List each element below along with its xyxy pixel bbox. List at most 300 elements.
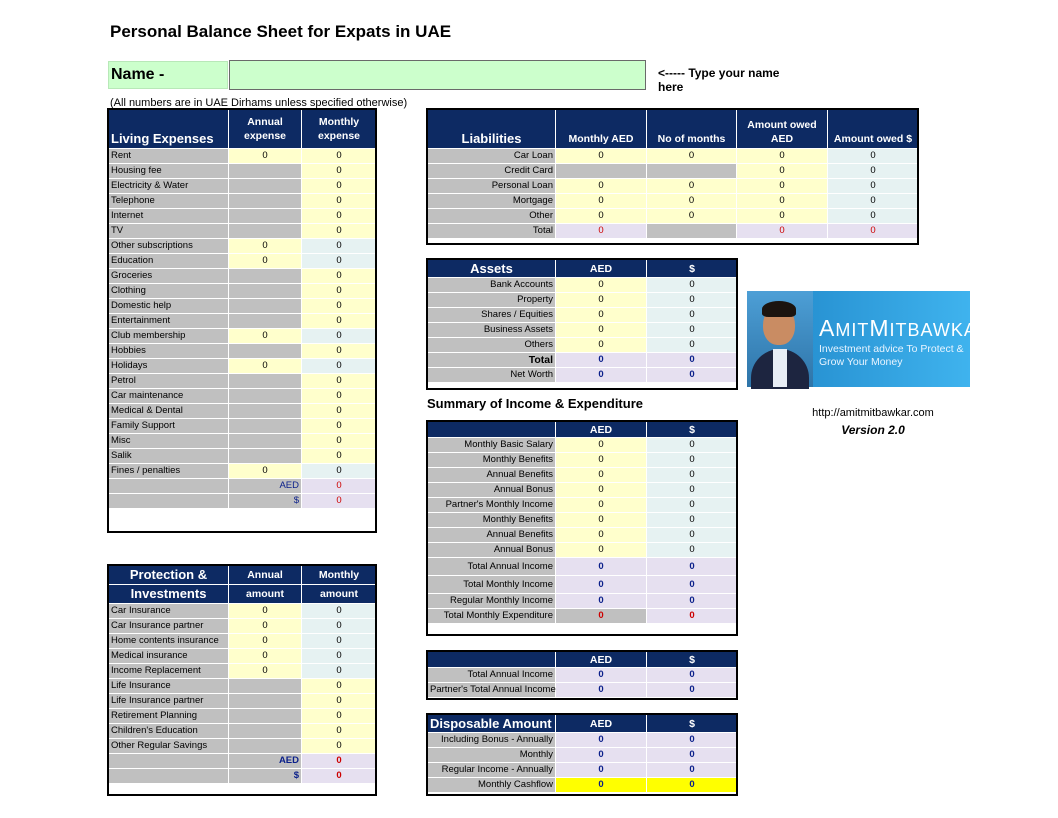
monthly-amount-cell: 0 bbox=[302, 649, 377, 664]
asset-label: Bank Accounts bbox=[428, 278, 556, 293]
expense-label: Rent bbox=[109, 149, 229, 164]
disposable-col-aed: AED bbox=[556, 715, 647, 733]
table-row bbox=[428, 194, 919, 209]
income-total-label: Total Annual Income bbox=[428, 558, 556, 576]
annual-amount-cell bbox=[229, 694, 302, 709]
monthly-expense-cell[interactable]: 0 bbox=[302, 284, 377, 299]
table-row bbox=[109, 404, 377, 419]
asset-usd-cell: 0 bbox=[647, 278, 738, 293]
owed-aed-cell: 0 bbox=[737, 179, 828, 194]
income-total-aed: 0 bbox=[556, 576, 647, 594]
income-usd-cell: 0 bbox=[647, 453, 738, 468]
expense-label: Housing fee bbox=[109, 164, 229, 179]
assets-table bbox=[427, 259, 738, 383]
table-row bbox=[428, 733, 738, 748]
liability-label: Other bbox=[428, 209, 556, 224]
income-total-label: Regular Monthly Income bbox=[428, 594, 556, 609]
protection-monthly-subheader: amount bbox=[302, 585, 377, 604]
annual-total-label: Partner's Total Annual Income bbox=[428, 683, 556, 698]
table-row bbox=[428, 438, 738, 453]
disposable-aed: 0 bbox=[556, 733, 647, 748]
monthly-expense-cell[interactable]: 0 bbox=[302, 389, 377, 404]
liabilities-col-monthly-aed: Monthly AED bbox=[556, 110, 647, 149]
expense-label: Clothing bbox=[109, 284, 229, 299]
protection-label: Other Regular Savings bbox=[109, 739, 229, 754]
monthly-expense-cell[interactable]: 0 bbox=[302, 224, 377, 239]
disposable-table bbox=[427, 714, 738, 793]
income-usd-cell: 0 bbox=[647, 528, 738, 543]
networth-aed: 0 bbox=[556, 368, 647, 383]
liability-c2-cell[interactable]: 0 bbox=[647, 179, 737, 194]
expense-label: Domestic help bbox=[109, 299, 229, 314]
summary-col-usd: $ bbox=[647, 422, 738, 438]
expense-label: Medical & Dental bbox=[109, 404, 229, 419]
expense-label: Holidays bbox=[109, 359, 229, 374]
annual-expense-cell bbox=[229, 449, 302, 464]
assets-col-aed: AED bbox=[556, 260, 647, 278]
monthly-expense-cell[interactable]: 0 bbox=[302, 269, 377, 284]
income-total-usd: 0 bbox=[647, 558, 738, 576]
owed-aed-cell: 0 bbox=[737, 194, 828, 209]
table-row bbox=[109, 694, 377, 709]
liability-c1-cell[interactable]: 0 bbox=[556, 149, 647, 164]
expense-label: Entertainment bbox=[109, 314, 229, 329]
annual-expense-cell[interactable]: 0 bbox=[229, 329, 302, 344]
annual-expense-cell bbox=[229, 164, 302, 179]
networth-label: Net Worth bbox=[428, 368, 556, 383]
liability-total-label: Total bbox=[428, 224, 556, 239]
assets-title: Assets bbox=[428, 260, 556, 278]
annual-expense-cell bbox=[229, 194, 302, 209]
income-usd-cell: 0 bbox=[647, 498, 738, 513]
disposable-usd: 0 bbox=[647, 763, 738, 778]
owed-aed-cell[interactable]: 0 bbox=[737, 164, 828, 179]
expense-label: Hobbies bbox=[109, 344, 229, 359]
liability-c2-cell bbox=[647, 164, 737, 179]
owed-aed-cell: 0 bbox=[737, 149, 828, 164]
disposable-aed: 0 bbox=[556, 763, 647, 778]
asset-label: Property bbox=[428, 293, 556, 308]
income-label: Annual Bonus bbox=[428, 543, 556, 558]
monthly-expense-cell: 0 bbox=[302, 464, 377, 479]
asset-label: Shares / Equities bbox=[428, 308, 556, 323]
table-row bbox=[109, 329, 377, 344]
annual-expense-cell bbox=[229, 434, 302, 449]
liability-label: Credit Card bbox=[428, 164, 556, 179]
expense-label: Other subscriptions bbox=[109, 239, 229, 254]
annual-amount-cell bbox=[229, 724, 302, 739]
table-row bbox=[428, 778, 738, 793]
annual-col-aed: AED bbox=[556, 652, 647, 668]
annual-expense-cell bbox=[229, 344, 302, 359]
table-row bbox=[428, 483, 738, 498]
table-row bbox=[109, 284, 377, 299]
sheet-title: Personal Balance Sheet for Expats in UAE bbox=[110, 22, 452, 41]
annual-amount-cell[interactable]: 0 bbox=[229, 619, 302, 634]
expense-label: Salik bbox=[109, 449, 229, 464]
summary-header-blank bbox=[428, 422, 556, 438]
total-row bbox=[428, 594, 738, 609]
summary-title: Summary of Income & Expenditure bbox=[427, 396, 643, 411]
table-row bbox=[109, 709, 377, 724]
table-row bbox=[109, 314, 377, 329]
expense-label: Telephone bbox=[109, 194, 229, 209]
expense-label: Internet bbox=[109, 209, 229, 224]
disposable-usd: 0 bbox=[647, 733, 738, 748]
income-total-aed: 0 bbox=[556, 558, 647, 576]
annual-expense-cell bbox=[229, 209, 302, 224]
income-aed-cell[interactable]: 0 bbox=[556, 468, 647, 483]
asset-label: Others bbox=[428, 338, 556, 353]
liabilities-table bbox=[427, 109, 919, 239]
table-row bbox=[428, 149, 919, 164]
total-value: 0 bbox=[302, 754, 377, 769]
table-row bbox=[109, 419, 377, 434]
monthly-amount-cell: 0 bbox=[302, 664, 377, 679]
monthly-amount-cell: 0 bbox=[302, 604, 377, 619]
income-aed-cell[interactable]: 0 bbox=[556, 483, 647, 498]
table-row bbox=[428, 453, 738, 468]
income-usd-cell: 0 bbox=[647, 483, 738, 498]
monthly-amount-cell[interactable]: 0 bbox=[302, 709, 377, 724]
liability-label: Mortgage bbox=[428, 194, 556, 209]
expense-label: Electricity & Water bbox=[109, 179, 229, 194]
annual-expense-cell bbox=[229, 374, 302, 389]
income-usd-cell: 0 bbox=[647, 513, 738, 528]
monthly-expense-cell[interactable]: 0 bbox=[302, 374, 377, 389]
table-row bbox=[428, 668, 738, 683]
networth-row bbox=[428, 368, 738, 383]
annual-expense-cell[interactable]: 0 bbox=[229, 464, 302, 479]
monthly-expense-cell[interactable]: 0 bbox=[302, 344, 377, 359]
table-row bbox=[428, 179, 919, 194]
assets-col-usd: $ bbox=[647, 260, 738, 278]
expense-label: Fines / penalties bbox=[109, 464, 229, 479]
table-row bbox=[428, 763, 738, 778]
protection-title-2: Investments bbox=[109, 585, 229, 604]
table-row bbox=[109, 344, 377, 359]
table-row bbox=[109, 634, 377, 649]
monthly-expense-cell[interactable]: 0 bbox=[302, 179, 377, 194]
total-row bbox=[428, 353, 738, 368]
income-label: Monthly Basic Salary bbox=[428, 438, 556, 453]
disposable-col-usd: $ bbox=[647, 715, 738, 733]
income-total-label: Total Monthly Income bbox=[428, 576, 556, 594]
annual-expense-cell bbox=[229, 419, 302, 434]
table-row bbox=[428, 498, 738, 513]
expense-label: Car maintenance bbox=[109, 389, 229, 404]
brand-logo: AMITMITBAWKAR bbox=[819, 315, 991, 341]
annual-expense-cell[interactable]: 0 bbox=[229, 239, 302, 254]
income-total-usd: 0 bbox=[647, 594, 738, 609]
asset-aed-cell[interactable]: 0 bbox=[556, 293, 647, 308]
asset-total-usd: 0 bbox=[647, 353, 738, 368]
liability-c1-cell[interactable]: 0 bbox=[556, 179, 647, 194]
table-row bbox=[109, 269, 377, 284]
liabilities-col-owed-aed: Amount owed AED bbox=[737, 110, 828, 149]
total-row bbox=[428, 576, 738, 594]
monthly-expense-cell: 0 bbox=[302, 149, 377, 164]
annual-amount-cell bbox=[229, 709, 302, 724]
table-row bbox=[109, 389, 377, 404]
table-row bbox=[428, 528, 738, 543]
table-row bbox=[428, 308, 738, 323]
monthly-expense-cell[interactable]: 0 bbox=[302, 449, 377, 464]
table-row bbox=[109, 649, 377, 664]
income-label: Monthly Benefits bbox=[428, 453, 556, 468]
protection-annual-subheader: amount bbox=[229, 585, 302, 604]
annual-amount-cell[interactable]: 0 bbox=[229, 664, 302, 679]
protection-label: Life Insurance partner bbox=[109, 694, 229, 709]
expense-label: Club membership bbox=[109, 329, 229, 344]
liability-c1-cell[interactable]: 0 bbox=[556, 194, 647, 209]
asset-usd-cell: 0 bbox=[647, 338, 738, 353]
annual-amount-cell[interactable]: 0 bbox=[229, 649, 302, 664]
liability-c2-cell[interactable]: 0 bbox=[647, 209, 737, 224]
income-aed-cell[interactable]: 0 bbox=[556, 438, 647, 453]
income-total-aed: 0 bbox=[556, 609, 647, 624]
annual-amount-cell[interactable]: 0 bbox=[229, 634, 302, 649]
protection-label: Car Insurance partner bbox=[109, 619, 229, 634]
annual-expense-cell[interactable]: 0 bbox=[229, 359, 302, 374]
expense-label: Education bbox=[109, 254, 229, 269]
living-annual-header: Annual expense bbox=[229, 110, 302, 149]
annual-amount-cell bbox=[229, 679, 302, 694]
liability-c2-cell[interactable]: 0 bbox=[647, 149, 737, 164]
total-spacer bbox=[109, 479, 229, 494]
owed-usd-cell: 0 bbox=[828, 209, 919, 224]
annual-expense-cell bbox=[229, 269, 302, 284]
income-label: Annual Benefits bbox=[428, 528, 556, 543]
brand-tagline: Investment advice To Protect & Grow Your Money bbox=[819, 343, 964, 368]
monthly-amount-cell: 0 bbox=[302, 634, 377, 649]
living-expenses-table bbox=[108, 109, 377, 509]
liability-c1-cell[interactable]: 0 bbox=[556, 209, 647, 224]
expense-label: TV bbox=[109, 224, 229, 239]
table-row bbox=[109, 619, 377, 634]
income-total-usd: 0 bbox=[647, 576, 738, 594]
disposable-title: Disposable Amount bbox=[428, 715, 556, 733]
total-row bbox=[428, 609, 738, 624]
total-value: 0 bbox=[302, 769, 377, 784]
total-value: 0 bbox=[302, 494, 377, 509]
advisor-banner[interactable] bbox=[747, 291, 991, 387]
income-total-aed: 0 bbox=[556, 594, 647, 609]
owed-usd-cell: 0 bbox=[828, 149, 919, 164]
table-row bbox=[109, 209, 377, 224]
liability-label: Car Loan bbox=[428, 149, 556, 164]
income-label: Monthly Benefits bbox=[428, 513, 556, 528]
annual-total-usd: 0 bbox=[647, 668, 738, 683]
table-row bbox=[428, 209, 919, 224]
total-row bbox=[109, 754, 377, 769]
annual-total-aed: 0 bbox=[556, 683, 647, 698]
expense-label: Petrol bbox=[109, 374, 229, 389]
table-row bbox=[109, 434, 377, 449]
annual-col-usd: $ bbox=[647, 652, 738, 668]
expense-label: Misc bbox=[109, 434, 229, 449]
monthly-expense-cell[interactable]: 0 bbox=[302, 164, 377, 179]
monthly-expense-cell[interactable]: 0 bbox=[302, 194, 377, 209]
income-aed-cell[interactable]: 0 bbox=[556, 513, 647, 528]
total-spacer bbox=[109, 769, 229, 784]
asset-usd-cell: 0 bbox=[647, 293, 738, 308]
disposable-usd: 0 bbox=[647, 778, 738, 793]
table-row bbox=[109, 374, 377, 389]
table-row bbox=[109, 359, 377, 374]
table-row bbox=[109, 224, 377, 239]
liabilities-col-owed-usd: Amount owed $ bbox=[828, 110, 919, 149]
annual-amount-cell[interactable]: 0 bbox=[229, 604, 302, 619]
owed-usd-cell: 0 bbox=[828, 164, 919, 179]
table-row bbox=[109, 299, 377, 314]
annual-expense-cell bbox=[229, 314, 302, 329]
total-spacer bbox=[109, 754, 229, 769]
annual-total-usd: 0 bbox=[647, 683, 738, 698]
table-row bbox=[109, 724, 377, 739]
networth-usd: 0 bbox=[647, 368, 738, 383]
table-row bbox=[109, 739, 377, 754]
asset-label: Business Assets bbox=[428, 323, 556, 338]
annual-expense-cell bbox=[229, 179, 302, 194]
owed-usd-cell: 0 bbox=[828, 179, 919, 194]
liability-c2-cell[interactable]: 0 bbox=[647, 194, 737, 209]
protection-label: Income Replacement bbox=[109, 664, 229, 679]
monthly-amount-cell[interactable]: 0 bbox=[302, 694, 377, 709]
income-total-label: Total Monthly Expenditure bbox=[428, 609, 556, 624]
version-label: Version 2.0 bbox=[841, 423, 905, 437]
total-row bbox=[109, 494, 377, 509]
table-row bbox=[428, 543, 738, 558]
income-label: Annual Bonus bbox=[428, 483, 556, 498]
monthly-expense-cell[interactable]: 0 bbox=[302, 314, 377, 329]
total-value: 0 bbox=[302, 479, 377, 494]
owed-usd-cell: 0 bbox=[828, 194, 919, 209]
total-currency-label: AED bbox=[229, 479, 302, 494]
owed-aed-cell: 0 bbox=[737, 209, 828, 224]
income-label: Annual Benefits bbox=[428, 468, 556, 483]
protection-label: Car Insurance bbox=[109, 604, 229, 619]
annual-expense-cell[interactable]: 0 bbox=[229, 254, 302, 269]
protection-monthly-header: Monthly bbox=[302, 566, 377, 585]
table-row bbox=[428, 164, 919, 179]
monthly-expense-cell[interactable]: 0 bbox=[302, 299, 377, 314]
table-row bbox=[109, 179, 377, 194]
name-input[interactable] bbox=[229, 60, 646, 90]
table-row bbox=[109, 164, 377, 179]
disposable-label: Including Bonus - Annually bbox=[428, 733, 556, 748]
monthly-expense-cell: 0 bbox=[302, 359, 377, 374]
table-row bbox=[428, 683, 738, 698]
annual-expense-cell bbox=[229, 389, 302, 404]
monthly-amount-cell[interactable]: 0 bbox=[302, 679, 377, 694]
monthly-expense-cell[interactable]: 0 bbox=[302, 209, 377, 224]
total-owed-aed: 0 bbox=[737, 224, 828, 239]
total-row bbox=[109, 479, 377, 494]
asset-aed-cell[interactable]: 0 bbox=[556, 308, 647, 323]
monthly-expense-cell: 0 bbox=[302, 329, 377, 344]
table-row bbox=[109, 239, 377, 254]
total-row bbox=[428, 558, 738, 576]
table-row bbox=[428, 338, 738, 353]
asset-usd-cell: 0 bbox=[647, 308, 738, 323]
liability-c1-cell bbox=[556, 164, 647, 179]
monthly-amount-cell[interactable]: 0 bbox=[302, 724, 377, 739]
disposable-label: Regular Income - Annually bbox=[428, 763, 556, 778]
table-row bbox=[428, 748, 738, 763]
disposable-usd: 0 bbox=[647, 748, 738, 763]
monthly-expense-cell[interactable]: 0 bbox=[302, 419, 377, 434]
protection-label: Children's Education bbox=[109, 724, 229, 739]
protection-label: Medical insurance bbox=[109, 649, 229, 664]
liabilities-col-months: No of months bbox=[647, 110, 737, 149]
disposable-label: Monthly Cashflow bbox=[428, 778, 556, 793]
annual-header-blank bbox=[428, 652, 556, 668]
expense-label: Family Support bbox=[109, 419, 229, 434]
table-row bbox=[109, 604, 377, 619]
income-aed-cell[interactable]: 0 bbox=[556, 543, 647, 558]
asset-aed-cell[interactable]: 0 bbox=[556, 323, 647, 338]
annual-expense-cell bbox=[229, 299, 302, 314]
monthly-expense-cell[interactable]: 0 bbox=[302, 434, 377, 449]
annual-expense-cell bbox=[229, 404, 302, 419]
summary-col-aed: AED bbox=[556, 422, 647, 438]
total-row bbox=[428, 224, 919, 239]
monthly-amount-cell: 0 bbox=[302, 619, 377, 634]
liabilities-title: Liabilities bbox=[428, 110, 556, 149]
income-aed-cell[interactable]: 0 bbox=[556, 453, 647, 468]
advisor-photo bbox=[747, 291, 813, 387]
expense-label: Groceries bbox=[109, 269, 229, 284]
total-months-blank bbox=[647, 224, 737, 239]
total-monthly-aed: 0 bbox=[556, 224, 647, 239]
income-label: Partner's Monthly Income bbox=[428, 498, 556, 513]
annual-income-table bbox=[427, 651, 738, 698]
currency-note: (All numbers are in UAE Dirhams unless specified otherwise) bbox=[110, 97, 408, 109]
protection-annual-header: Annual bbox=[229, 566, 302, 585]
asset-total-aed: 0 bbox=[556, 353, 647, 368]
living-monthly-header: Monthly expense bbox=[302, 110, 377, 149]
total-row bbox=[109, 769, 377, 784]
annual-expense-cell bbox=[229, 284, 302, 299]
monthly-expense-cell: 0 bbox=[302, 254, 377, 269]
asset-aed-cell[interactable]: 0 bbox=[556, 278, 647, 293]
liability-label: Personal Loan bbox=[428, 179, 556, 194]
website-link[interactable]: http://amitmitbawkar.com bbox=[812, 407, 934, 419]
annual-expense-cell bbox=[229, 224, 302, 239]
annual-total-aed: 0 bbox=[556, 668, 647, 683]
table-row bbox=[428, 513, 738, 528]
annual-expense-cell[interactable]: 0 bbox=[229, 149, 302, 164]
annual-amount-cell bbox=[229, 739, 302, 754]
income-total-usd: 0 bbox=[647, 609, 738, 624]
income-usd-cell: 0 bbox=[647, 468, 738, 483]
table-row bbox=[109, 679, 377, 694]
disposable-aed: 0 bbox=[556, 748, 647, 763]
income-usd-cell: 0 bbox=[647, 438, 738, 453]
total-owed-usd: 0 bbox=[828, 224, 919, 239]
table-row bbox=[109, 149, 377, 164]
name-hint: <----- Type your name here bbox=[658, 66, 780, 94]
asset-aed-cell[interactable]: 0 bbox=[556, 338, 647, 353]
income-aed-cell[interactable]: 0 bbox=[556, 528, 647, 543]
income-usd-cell: 0 bbox=[647, 543, 738, 558]
monthly-amount-cell[interactable]: 0 bbox=[302, 739, 377, 754]
table-row bbox=[109, 664, 377, 679]
monthly-expense-cell[interactable]: 0 bbox=[302, 404, 377, 419]
table-row bbox=[428, 293, 738, 308]
income-aed-cell[interactable]: 0 bbox=[556, 498, 647, 513]
